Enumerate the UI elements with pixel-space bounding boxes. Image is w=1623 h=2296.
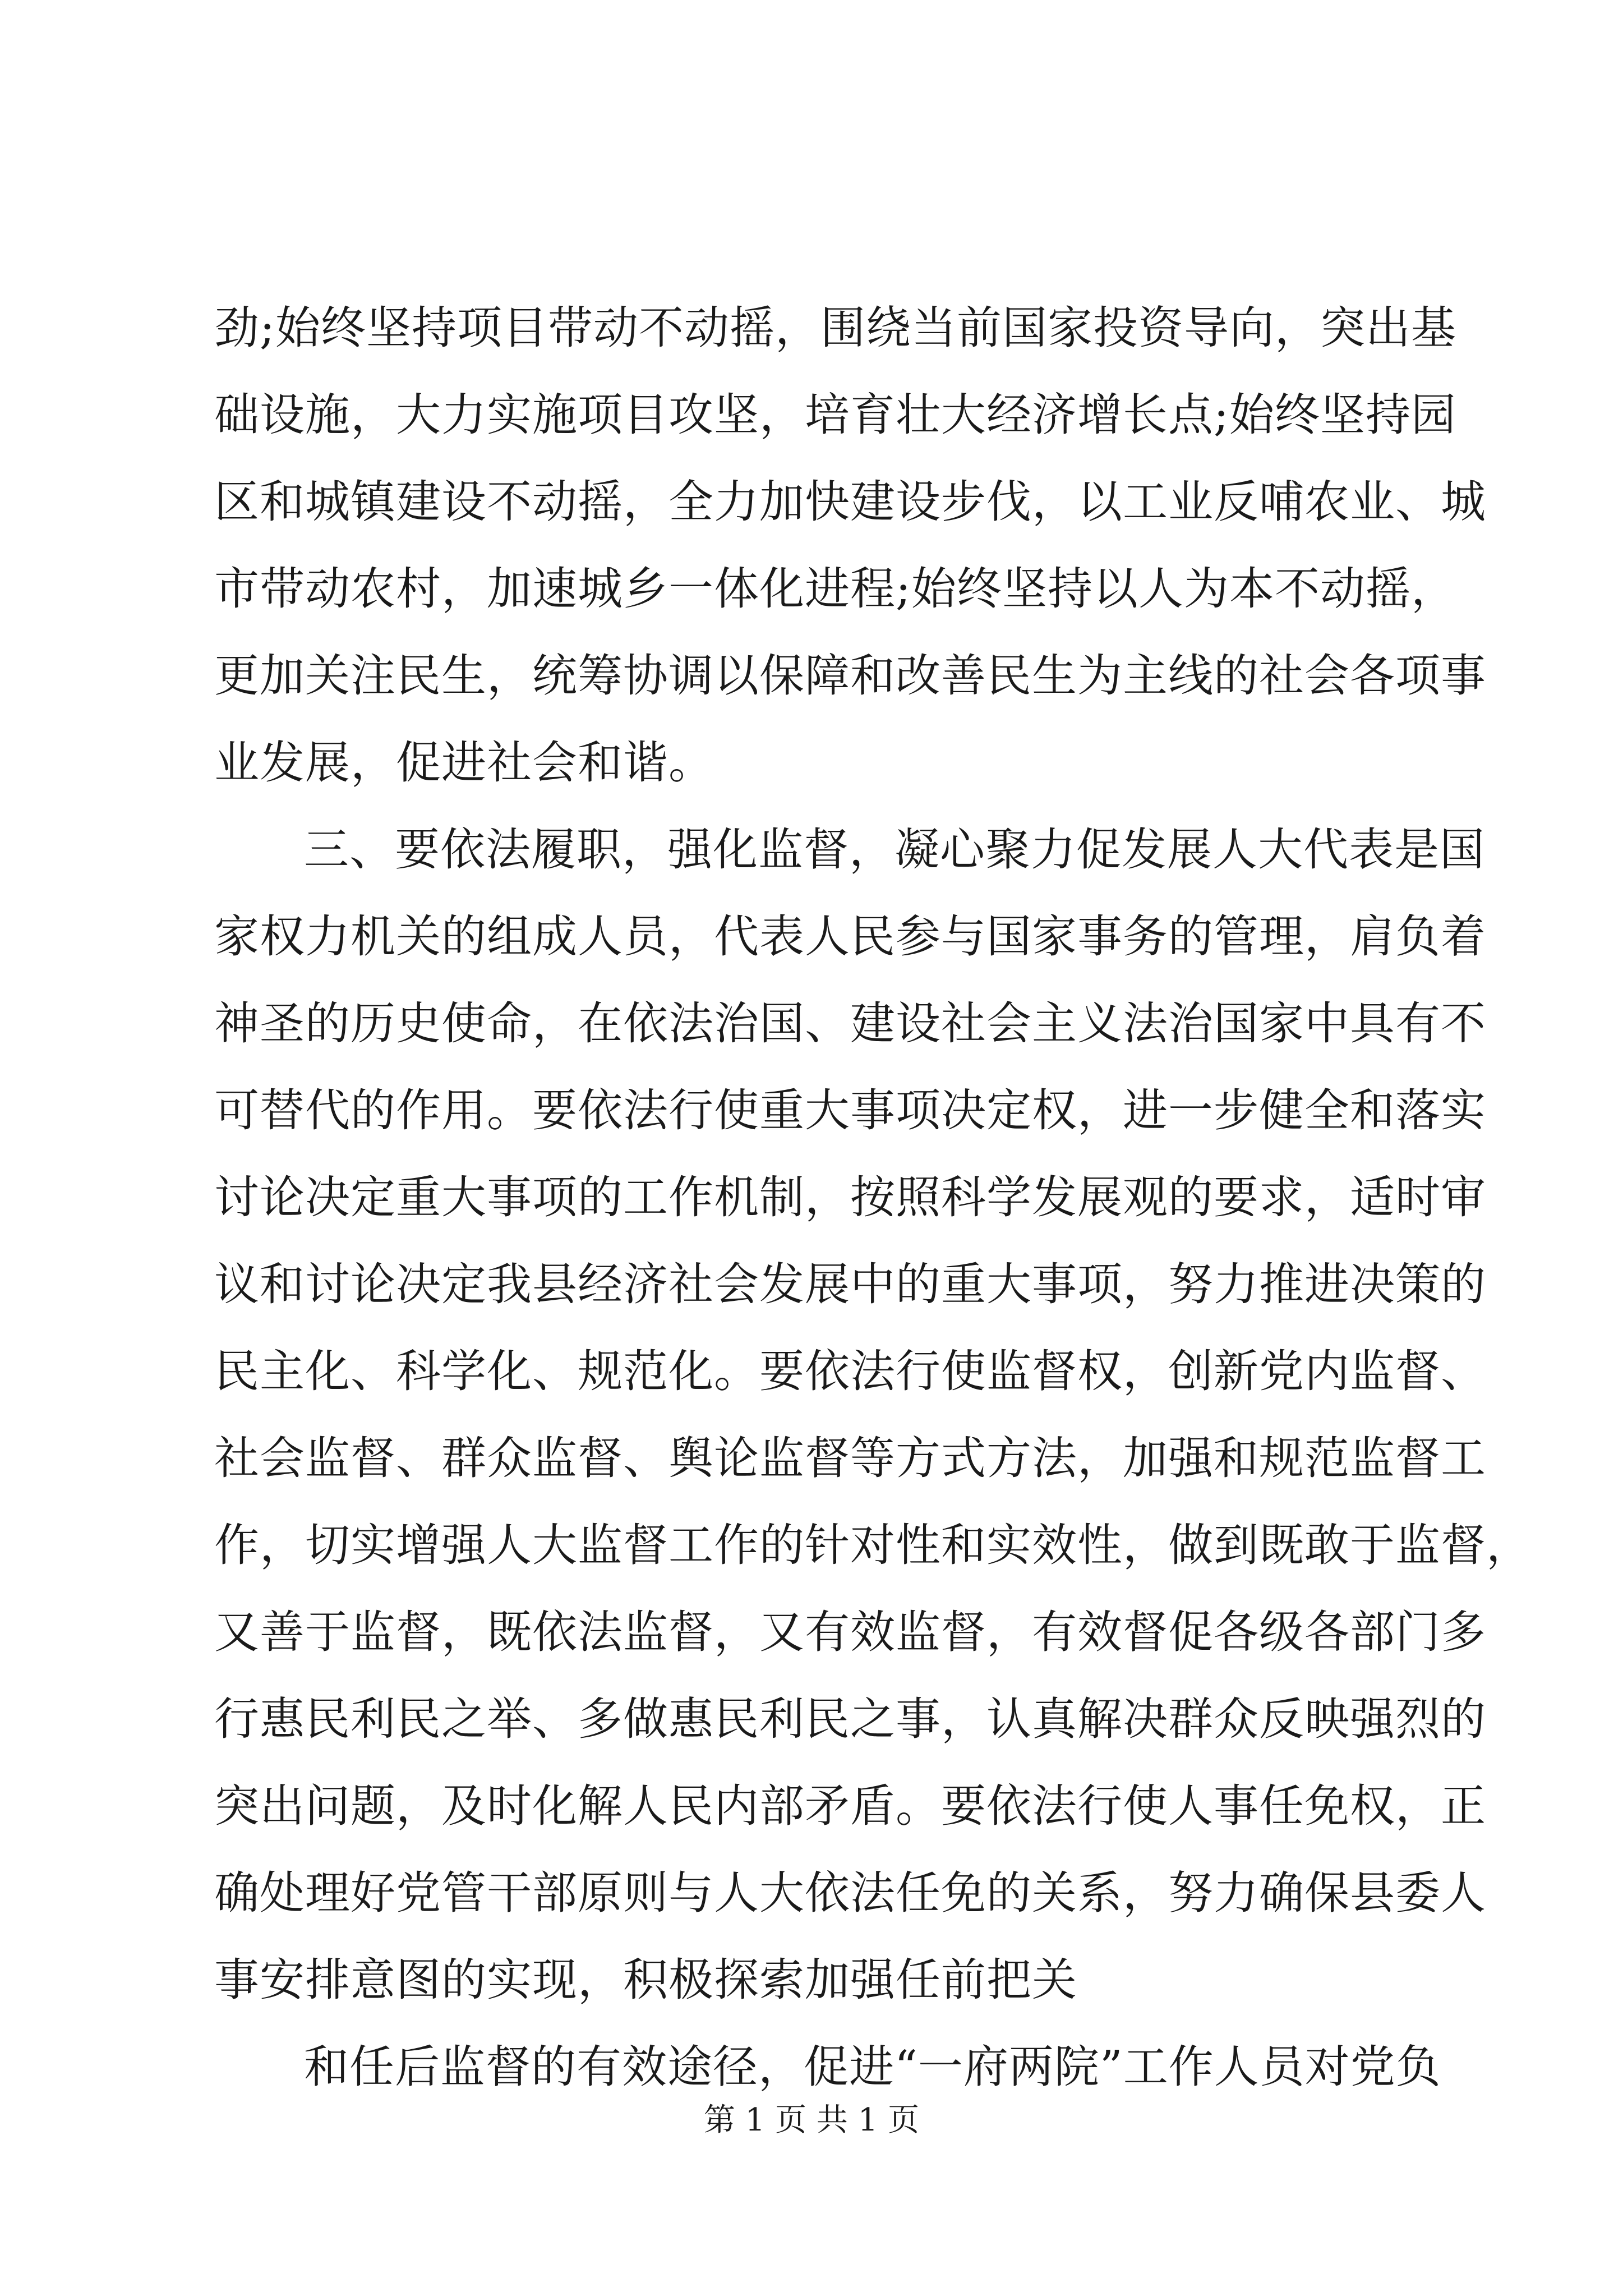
text-line: 劲;始终坚持项目带动不动摇，围绕当前国家投资导向，突出基 [214,302,1456,354]
text-line: 更加关注民生，统筹协调以保障和改善民生为主线的社会各项事 [214,650,1486,702]
text-line: 民主化、科学化、规范化。要依法行使监督权，创新党内监督、 [214,1345,1486,1397]
text-line: 础设施，大力实施项目攻坚，培育壮大经济增长点;始终坚持园 [214,389,1456,441]
text-line: 社会监督、群众监督、舆论监督等方式方法，加强和规范监督工 [214,1432,1486,1484]
text-line: 家权力机关的组成人员，代表人民参与国家事务的管理，肩负着 [214,910,1486,963]
text-line: 行惠民利民之举、多做惠民利民之事，认真解决群众反映强烈的 [214,1693,1486,1745]
text-line: 事安排意图的实现，积极探索加强任前把关 [214,1954,1077,2006]
text-line: 讨论决定重大事项的工作机制，按照科学发展观的要求，适时审 [214,1171,1486,1223]
paragraph-start-line: 和任后监督的有效途径，促进“一府两院”工作人员对党负 [304,2041,1441,2093]
text-line: 作，切实增强人大监督工作的针对性和实效性，做到既敢于监督， [214,1519,1532,1571]
text-line: 又善于监督，既依法监督，又有效监督，有效督促各级各部门多 [214,1606,1486,1658]
text-line: 突出问题，及时化解人民内部矛盾。要依法行使人事任免权，正 [214,1780,1486,1832]
paragraph-start-line: 三、要依法履职，强化监督，凝心聚力促发展人大代表是国 [304,823,1485,876]
text-line: 区和城镇建设不动摇，全力加快建设步伐，以工业反哺农业、城 [214,476,1486,528]
text-line: 业发展，促进社会和谐。 [214,737,714,789]
text-line: 议和讨论决定我县经济社会发展中的重大事项，努力推进决策的 [214,1258,1486,1310]
text-line: 神圣的历史使命，在依法治国、建设社会主义法治国家中具有不 [214,997,1486,1050]
text-line: 市带动农村，加速城乡一体化进程;始终坚持以人为本不动摇， [214,563,1456,615]
page-footer: 第 1 页 共 1 页 [703,2102,920,2138]
text-line: 可替代的作用。要依法行使重大事项决定权，进一步健全和落实 [214,1084,1486,1137]
text-line: 确处理好党管干部原则与人大依法任免的关系，努力确保县委人 [214,1867,1486,1919]
